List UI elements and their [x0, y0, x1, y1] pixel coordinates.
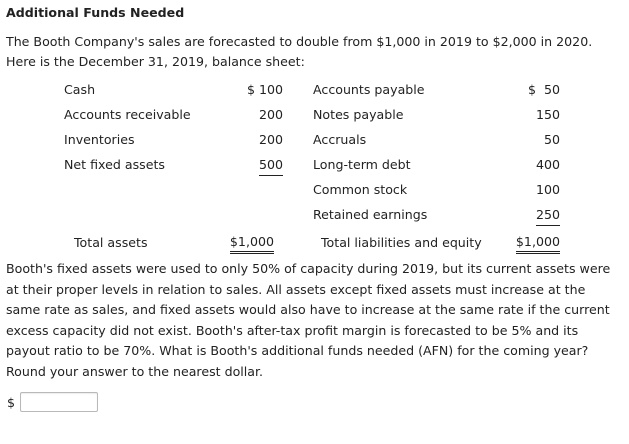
answer-row: [6, 390, 98, 414]
afn-answer-input[interactable]: [20, 392, 98, 412]
question-line: excess capacity did not exist. Booth's after-tax profit margin is forecasted to be 5% and its: [6, 322, 579, 338]
liability-label: Long-term debt: [313, 157, 411, 172]
asset-value: 200: [258, 107, 283, 122]
question-line: Round your answer to the nearest dollar.: [6, 363, 264, 379]
question-line: at their proper levels in relation to sales. All assets except fixed assets must increase at the: [6, 281, 586, 297]
asset-value: 500: [259, 155, 283, 176]
asset-label: Net fixed assets: [64, 157, 165, 172]
question-text: [6, 259, 621, 382]
currency-symbol: $: [7, 394, 16, 410]
question-line: payout ratio to be 70%. What is Booth's additional funds needed (AFN) for the coming year?: [6, 343, 589, 358]
liability-value: $ 50: [527, 82, 560, 97]
liability-label: Notes payable: [313, 107, 404, 122]
balance-sheet: [6, 80, 621, 252]
asset-label: Inventories: [64, 132, 135, 147]
liability-value: 250: [536, 205, 560, 226]
liability-value: 100: [535, 182, 560, 197]
liability-value: 400: [535, 157, 560, 172]
total-liabilities-label: Total liabilities and equity: [321, 235, 482, 250]
asset-label: Cash: [64, 82, 96, 97]
liability-label: Common stock: [313, 182, 408, 197]
question-line: same rate as sales, and fixed assets would also have to increase at the same rate if the current: [6, 302, 610, 317]
intro-line: Here is the December 31, 2019, balance sheet:: [6, 54, 305, 69]
liability-label: Retained earnings: [313, 207, 428, 222]
total-assets-value: $1,000: [230, 233, 274, 254]
intro-line: The Booth Company's sales are forecasted to double from $1,000 in 2019 to $2,000 in 2020.: [6, 34, 593, 49]
liability-label: Accounts payable: [313, 82, 425, 97]
intro-text: [6, 32, 621, 72]
problem-title: Additional Funds Needed: [6, 5, 185, 20]
liability-value: 50: [543, 132, 560, 147]
question-line: Booth's fixed assets were used to only 50% of capacity during 2019, but its current assets were: [6, 261, 611, 276]
total-liabilities-value: $1,000: [516, 233, 560, 254]
asset-value: 200: [258, 132, 283, 147]
asset-value: $ 100: [246, 82, 283, 97]
asset-label: Accounts receivable: [64, 107, 191, 122]
liability-value: 150: [535, 107, 560, 122]
total-assets-label: Total assets: [74, 235, 148, 250]
liability-label: Accruals: [313, 132, 367, 147]
